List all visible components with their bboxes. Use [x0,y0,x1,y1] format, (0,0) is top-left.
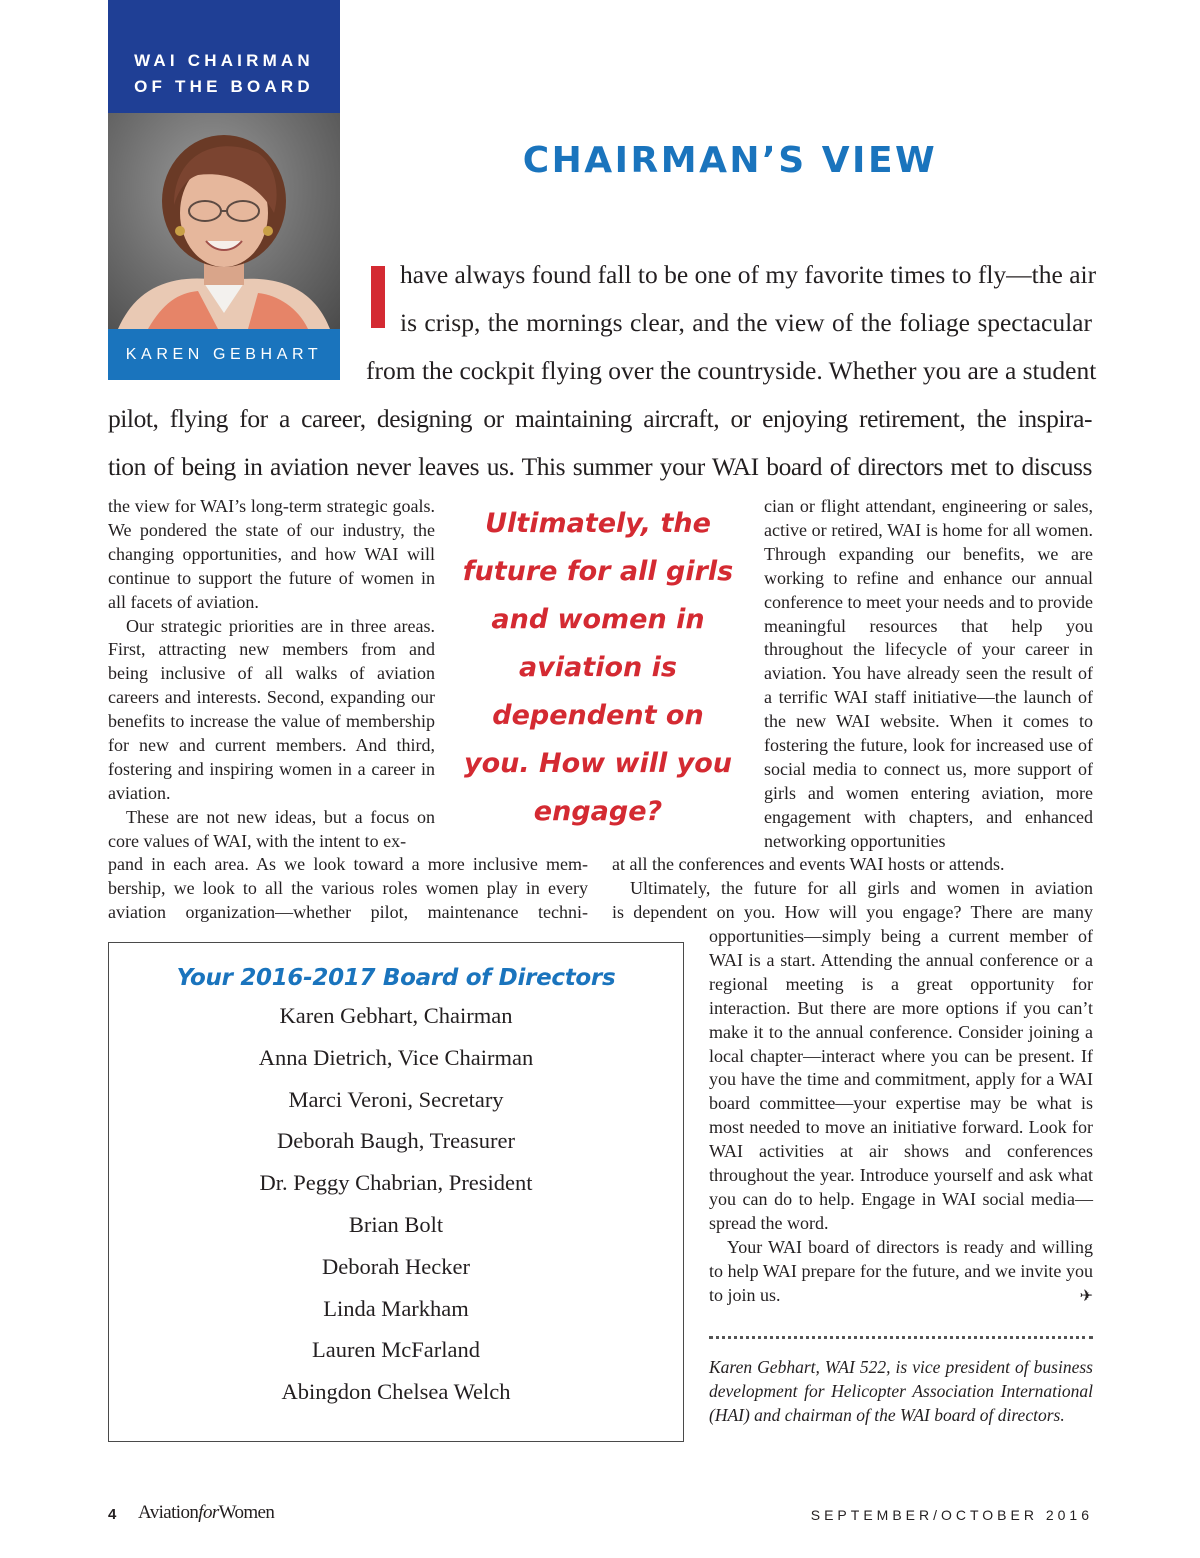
lead-line-3: from the cockpit flying over the countryside. Whether you are a student [366,356,1097,385]
left-paragraph-3: These are not new ideas, but a focus on core values of WAI, with the intent to ex- [108,806,435,851]
closing-text: Your WAI board of directors is ready and willing to help WAI prepare for the future, and we invite you to join us. [709,1236,1093,1305]
board-member: Deborah Hecker [321,1253,471,1279]
board-title: Your 2016-2017 Board of Directors [176,965,616,991]
right-wide-line-3: is dependent on you. How will you engage? There are many [612,902,1093,922]
card-label [108,0,340,113]
right-paragraph-1: cian or flight attendant, engineering or sales, active or retired, WAI is home for all women. Through expanding our benefits, we are working to refine and enhance our annual conference to meet your needs and to provide meaningful resources that help you throughout the lifecycle of your career in aviation. You have already seen the result of a terrific WAI staff initiative—the launch of the new WAI website. When it comes to fostering the future, look for increased use of social media to connect us, more support of girls and women entering aviation, more engagement with chapters, and enhanced networking opportunities [764,496,1093,851]
board-member: Lauren McFarland [311,1337,481,1363]
right-wide-line-2: Ultimately, the future for all girls and women in aviation [630,878,1093,898]
magazine-name [138,1502,274,1524]
board-member: Marci Veroni, Secretary [288,1086,504,1112]
magazine-name-b: for [198,1502,219,1523]
left-paragraph-1: the view for WAI’s long-term strategic goals. We pondered the state of our industry, the changing opportunities, and how WAI will continue to support the future of women in all facets of aviation. [108,496,435,612]
author-bio: Karen Gebhart, WAI 522, is vice president of business development for Helicopter Association International (HAI) and chairman of the WAI board of directors. [709,1357,1093,1425]
body-right-column [764,495,1093,854]
board-member: Abingdon Chelsea Welch [281,1379,511,1405]
lead-line-2: is crisp, the mornings clear, and the view of the foliage spectacular [400,308,1092,337]
portrait-illustration [108,113,340,329]
body-bottom-right [709,925,1093,1308]
left-wide-line-1: pand in each area. As we look toward a more inclusive mem- [108,854,588,874]
chairman-card [108,0,340,380]
chairman-portrait [108,113,340,329]
drop-cap-i [371,266,385,328]
page-number: 4 [108,1506,117,1523]
chairman-name: KAREN GEBHART [108,329,340,380]
board-member: Deborah Baugh, Treasurer [276,1128,516,1154]
article-title: CHAIRMAN’S VIEW [522,140,938,181]
board-of-directors-box [108,942,684,1442]
pull-quote: Ultimately, the future for all girls and women in aviation is dependent on you. How will you engage? [462,508,734,827]
magazine-name-a: Aviation [138,1502,199,1523]
left-wide-line-3: aviation organization—whether pilot, maintenance techni- [108,902,588,922]
right-bottom-paragraph-1: opportunities—simply being a current member of WAI is a start. Attending the annual conference or a regional meeting is a great opportunity for interaction. But there are more options if you can’t make it to the annual conference. Consider joining a local chapter—interact where you can be present. If you have the time and commitment, apply for a WAI board committee—your expertise may be what is most needed to move an initiative forward. Look for WAI activities at air shows and conferences throughout the year. Introduce yourself and ask what you can do to help. Engage in WAI social media—spread the word. [709,926,1093,1233]
lead-line-5: tion of being in aviation never leaves us. This summer your WAI board of directors met to discuss [108,452,1092,481]
right-bottom-paragraph-2 [709,1236,1093,1308]
left-paragraph-2: Our strategic priorities are in three areas. First, attracting new members from and being inclusive of all walks of aviation careers and interests. Second, expanding our benefits to increase the value of membership for new and current members. And third, fostering and inspiring women in a career in aviation. [108,615,435,803]
airplane-icon: ✈ [1079,1285,1093,1305]
card-label-line2: OF THE BOARD [134,77,314,96]
card-label-line1: WAI CHAIRMAN [134,51,314,70]
lead-line-1: have always found fall to be one of my favorite times to fly—the air [400,260,1097,289]
body-left-column [108,495,435,854]
board-member: Linda Markham [323,1295,469,1321]
board-member: Karen Gebhart, Chairman [279,1003,513,1028]
board-member-list [109,995,683,1413]
magazine-name-c: Women [218,1502,275,1523]
lead-line-4: pilot, flying for a career, designing or maintaining aircraft, or enjoying retirement, the inspira- [108,404,1092,433]
dotted-divider [709,1336,1093,1342]
issue-date: SEPTEMBER/OCTOBER 2016 [810,1507,1093,1523]
board-member: Brian Bolt [348,1211,444,1237]
board-member: Anna Dietrich, Vice Chairman [258,1044,534,1070]
board-member: Dr. Peggy Chabrian, President [259,1170,533,1196]
left-wide-line-2: bership, we look to all the various roles women play in every [108,878,588,898]
right-wide-line-1: at all the conferences and events WAI hosts or attends. [612,854,1005,874]
